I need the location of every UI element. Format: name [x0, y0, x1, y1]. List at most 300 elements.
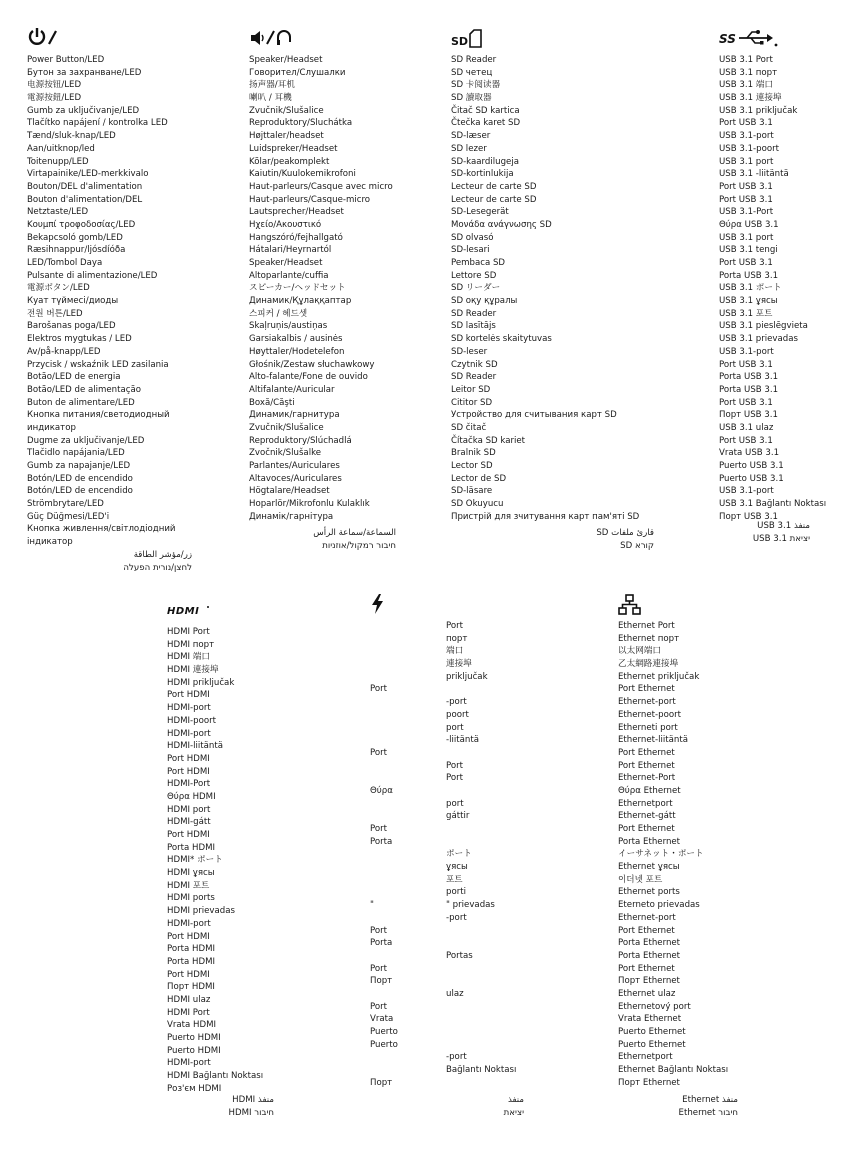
ethernet-label: Port Ethernet: [618, 963, 675, 974]
power-port-label: [370, 709, 398, 722]
generic-port-label: Port: [446, 773, 464, 784]
power-label: Tlačítko napájení / kontrolka LED: [27, 118, 168, 129]
power-label: Dugme za uključivanje/LED: [27, 435, 145, 446]
speaker-column: [249, 28, 393, 523]
hdmi-label: HDMI 포트: [167, 880, 210, 891]
sd-label: SD リーダー: [451, 283, 501, 294]
sd-label: Lector SD: [451, 461, 493, 471]
power-port-label: Port: [370, 684, 388, 695]
ethernet-label: Ethernetový port: [618, 1001, 691, 1012]
hdmi-label: HDMI 端口: [167, 652, 210, 663]
generic-port-label-arabic: منفذ: [507, 1095, 524, 1105]
sd-label: SD lezer: [451, 143, 487, 154]
usb-label: USB 3.1 ポート: [719, 283, 782, 294]
speaker-label-hebrew: חיבור רמקול/אוזניות: [322, 540, 396, 551]
generic-port-label: [446, 683, 516, 696]
hdmi-rtl-block: [200, 1094, 274, 1119]
hdmi-label: HDMI-gátt: [167, 817, 211, 828]
sd-label: SD 讀取器: [451, 93, 492, 104]
power-label: Ræsihnappur/ljósdíóða: [27, 245, 126, 256]
generic-port-label: ポート: [446, 849, 472, 860]
ethernet-label: Ethernet-poort: [618, 709, 681, 720]
hdmi-label: Θύρα HDMI: [167, 791, 216, 802]
hdmi-logo-icon: [167, 604, 263, 618]
hdmi-label-hebrew: חיבור HDMI: [228, 1107, 274, 1118]
generic-port-label: gáttir: [446, 811, 470, 822]
generic-port-label: Bağlantı Noktası: [446, 1065, 517, 1076]
sd-rtl-block: [520, 527, 654, 552]
usb-label: Port USB 3.1: [719, 359, 773, 370]
generic-port-label: порт: [446, 633, 468, 644]
power-port-label: Port: [370, 925, 388, 936]
generic-port-label: Portas: [446, 950, 473, 961]
power-port-label: Vrata: [370, 1014, 394, 1025]
speaker-label-arabic: السماعة/سماعة الرأس: [313, 528, 396, 538]
power-port-label: Porta: [370, 938, 393, 949]
hdmi-label: Роз'єм HDMI: [167, 1083, 222, 1094]
hdmi-label: Port HDMI: [167, 753, 210, 764]
power-column: [27, 28, 176, 549]
speaker-label: Garsiakalbis / ausinės: [249, 334, 343, 345]
usb-column: [719, 28, 826, 523]
usb-label: Puerto USB 3.1: [719, 461, 784, 471]
power-label: Gumb za uključivanje/LED: [27, 105, 140, 116]
speaker-label: Hoparlör/Mikrofonlu Kulaklık: [249, 499, 370, 510]
hdmi-label: HDMI 連接埠: [167, 665, 219, 676]
hdmi-label: HDMI-port: [167, 703, 211, 714]
power-label: Elektros mygtukas / LED: [27, 334, 132, 345]
hdmi-label: Vrata HDMI: [167, 1020, 217, 1031]
ethernet-label-list: [618, 620, 728, 1089]
usb-label: Port USB 3.1: [719, 435, 773, 446]
ethernet-label: Port Ethernet: [618, 925, 675, 936]
hdmi-label-arabic: منفذ HDMI: [232, 1095, 274, 1105]
speaker-label: Luidspreker/Headset: [249, 143, 338, 154]
hdmi-label: HDMI Port: [167, 1007, 210, 1018]
generic-port-label: Port: [446, 621, 464, 631]
sd-label: SD kortelės skaitytuvas: [451, 334, 552, 345]
ethernet-label: Porta Ethernet: [618, 836, 681, 847]
ethernet-label: Port Ethernet: [618, 684, 675, 695]
generic-port-label: poort: [446, 709, 469, 720]
usb-label: Vrata USB 3.1: [719, 448, 780, 459]
sd-label: Lecteur de carte SD: [451, 181, 537, 192]
power-port-label: Порт: [370, 976, 393, 987]
power-port-label: [370, 848, 398, 861]
speaker-label: Haut-parleurs/Casque avec micro: [249, 181, 393, 192]
usb-label: Porta USB 3.1: [719, 384, 779, 395]
power-label: Куат түймесі/диоды: [27, 296, 119, 307]
power-port-label: [370, 760, 398, 773]
usb-label: Port USB 3.1: [719, 194, 773, 205]
hdmi-label: Porta HDMI: [167, 842, 216, 853]
power-port-label: [370, 988, 398, 1001]
ethernet-label: Ethernet-Port: [618, 773, 676, 784]
sd-label-list: [451, 54, 639, 523]
ethernet-label: Θύρα Ethernet: [618, 785, 681, 796]
usb-label: USB 3.1 連接埠: [719, 93, 782, 104]
speaker-label: Boxă/Căşti: [249, 397, 295, 408]
generic-port-column: [446, 620, 516, 1089]
power-label: Кнопка питания/светодиодный: [27, 410, 170, 421]
power-label: Netztaste/LED: [27, 207, 89, 218]
power-label: Botón/LED de encendido: [27, 486, 133, 497]
power-label: Virtapainike/LED-merkkivalo: [27, 169, 149, 180]
usb-label: Порт USB 3.1: [719, 410, 778, 421]
power-port-label: [370, 861, 398, 874]
power-label: Bouton/DEL d'alimentation: [27, 181, 143, 192]
sd-label: SD-kaardilugeja: [451, 156, 519, 167]
generic-port-label: 端口: [446, 646, 464, 657]
usb-label: USB 3.1 tengi: [719, 245, 778, 256]
usb-label: USB 3.1 port: [719, 232, 774, 243]
power-label: LED/Tombol Daya: [27, 258, 103, 268]
sd-label-hebrew: קורא SD: [620, 540, 654, 551]
power-label: Tlačidlo napájania/LED: [27, 448, 125, 459]
speaker-label: Högtalare/Headset: [249, 486, 330, 497]
svg-text:SS: SS: [719, 32, 736, 46]
hdmi-label: HDMI* ポート: [167, 855, 223, 866]
power-port-label: [370, 620, 398, 633]
usb-label: USB 3.1 port: [719, 156, 774, 167]
hdmi-label: Port HDMI: [167, 766, 210, 777]
power-port-label: [370, 645, 398, 658]
power-rtl-block: [60, 549, 192, 574]
speaker-label: Reproduktory/Slúchadlá: [249, 435, 352, 446]
generic-port-label: [446, 925, 516, 938]
sd-card-icon: [451, 28, 639, 50]
generic-port-label: ulaz: [446, 988, 464, 999]
power-port-column: [370, 594, 398, 1089]
sd-label: SD-leser: [451, 346, 488, 357]
usb-label: USB 3.1-Port: [719, 207, 774, 218]
hdmi-label: HDMI Bağlantı Noktası: [167, 1071, 264, 1082]
power-port-label: [370, 1051, 398, 1064]
generic-port-label: [446, 823, 516, 836]
ethernet-label: Port Ethernet: [618, 824, 675, 834]
hdmi-logo-text: HDMI: [167, 606, 200, 616]
sd-column: [451, 28, 639, 523]
ethernet-label: Ethernet-gátt: [618, 811, 676, 822]
usb-label: Porta USB 3.1: [719, 270, 779, 281]
power-label: Кнопка живлення/світлодіодний: [27, 524, 176, 535]
ethernet-column: [618, 594, 728, 1089]
generic-port-label: port: [446, 798, 464, 809]
hdmi-label: HDMI ұясы: [167, 868, 215, 879]
power-label-list: [27, 54, 176, 549]
power-label: 电源按钮/LED: [27, 80, 82, 91]
sd-label: SD-læser: [451, 131, 491, 142]
ethernet-label: Ethernet Port: [618, 621, 675, 631]
power-label: Tænd/sluk-knap/LED: [27, 131, 116, 142]
power-port-label: [370, 772, 398, 785]
hdmi-label: HDMI prievadas: [167, 906, 235, 917]
power-label: Botão/LED de alimentação: [27, 384, 142, 395]
usb-superspeed-icon: [719, 28, 826, 50]
speaker-label: Hátalari/Heyrnartól: [249, 245, 332, 256]
speaker-label: Altifalante/Auricular: [249, 384, 335, 395]
power-label: Güç Düğmesi/LED'i: [27, 511, 110, 522]
power-port-label: Θύρα: [370, 785, 393, 796]
sd-label: SD 卡阅读器: [451, 80, 501, 91]
hdmi-label: Port HDMI: [167, 690, 210, 701]
hdmi-label: HDMI порт: [167, 639, 215, 650]
usb-label-hebrew: USB 3.1 יציאת: [752, 533, 810, 544]
sd-label-arabic: قارئ ملفات SD: [596, 528, 654, 538]
sd-label: Čtečka karet SD: [451, 118, 521, 129]
power-label: Barošanas poga/LED: [27, 321, 116, 332]
generic-port-label: port: [446, 722, 464, 733]
sd-label: Bralnik SD: [451, 448, 496, 459]
ethernet-label: Ethernet ulaz: [618, 988, 676, 999]
power-label: Botón/LED de encendido: [27, 473, 133, 484]
power-label: Toitenupp/LED: [27, 156, 89, 167]
sd-label: Cititor SD: [451, 397, 493, 408]
usb-label: USB 3.1 ұясы: [719, 296, 778, 307]
generic-port-label: [446, 836, 516, 849]
speaker-label: Lautsprecher/Headset: [249, 207, 344, 218]
ethernet-label: Порт Ethernet: [618, 976, 680, 987]
ethernet-label: Port Ethernet: [618, 747, 675, 758]
usb-label: Port USB 3.1: [719, 397, 773, 408]
speaker-label: Høyttaler/Hodetelefon: [249, 346, 345, 357]
ethernet-label: Eterneto prievadas: [618, 900, 700, 911]
sd-label: SD Reader: [451, 372, 497, 383]
generic-port-label: [446, 937, 516, 950]
sd-label: Czytnik SD: [451, 359, 498, 370]
sd-label: SD четец: [451, 67, 493, 78]
hdmi-label-list: [167, 626, 263, 1095]
speaker-label: Zvučnik/Slušalice: [249, 422, 324, 433]
ethernet-label: Ethernet ұясы: [618, 862, 680, 873]
power-label: Aan/uitknop/led: [27, 143, 95, 154]
power-port-label: Porta: [370, 836, 393, 847]
hdmi-label: HDMI port: [167, 804, 211, 815]
ethernet-label: Ethernet порт: [618, 633, 680, 644]
hdmi-label: HDMI priključak: [167, 677, 235, 688]
sd-label: Μονάδα ανάγνωσης SD: [451, 219, 552, 230]
speaker-label: スピーカー/ヘッドセット: [249, 283, 346, 294]
sd-label: SD Reader: [451, 55, 497, 65]
generic-port-label: 포트: [446, 874, 463, 885]
speaker-label: Højttaler/headset: [249, 131, 324, 142]
ethernet-label: Porta Ethernet: [618, 938, 681, 949]
speaker-label: Altavoces/Auriculares: [249, 473, 342, 484]
usb-rtl-block: [730, 520, 810, 545]
power-label: 電源ボタン/LED: [27, 283, 90, 294]
usb-label: USB 3.1-port: [719, 346, 774, 357]
ethernet-label: 以太网端口: [618, 646, 661, 657]
usb-label: USB 3.1 ulaz: [719, 422, 774, 433]
generic-port-label: [446, 1039, 516, 1052]
ethernet-label: Ethernet-port: [618, 912, 676, 923]
generic-port-label-hebrew: יציאת: [503, 1107, 524, 1118]
power-port-label: Port: [370, 1001, 388, 1012]
power-port-label: [370, 671, 398, 684]
power-port-label: Port: [370, 963, 388, 974]
hdmi-label: Porta HDMI: [167, 956, 216, 967]
usb-label-list: [719, 54, 826, 523]
power-port-label: [370, 798, 398, 811]
usb-label: USB 3.1 端口: [719, 80, 773, 91]
ethernet-label: Puerto Ethernet: [618, 1027, 686, 1037]
power-label: Бутон за захранване/LED: [27, 67, 142, 78]
hdmi-label: Port HDMI: [167, 969, 210, 980]
usb-label: Θύρα USB 3.1: [719, 219, 779, 230]
power-label: Botão/LED de energia: [27, 372, 121, 383]
generic-port-label: [446, 785, 516, 798]
power-label: Bouton d'alimentation/DEL: [27, 194, 143, 205]
ethernet-label-hebrew: חיבור Ethernet: [678, 1107, 738, 1118]
usb-label: USB 3.1 pieslēgvieta: [719, 321, 808, 332]
generic-port-label: [446, 963, 516, 976]
generic-port-label: [446, 1001, 516, 1014]
speaker-label: 스피커 / 헤드셋: [249, 308, 308, 319]
sd-label: Lector de SD: [451, 473, 507, 484]
speaker-label: Haut-parleurs/Casque-micro: [249, 194, 371, 205]
usb-label: USB 3.1-poort: [719, 143, 780, 154]
lightning-icon: [370, 594, 398, 616]
hdmi-label: Puerto HDMI: [167, 1033, 221, 1043]
usb-label: USB 3.1 Bağlantı Noktası: [719, 499, 827, 510]
usb-label: Port USB 3.1: [719, 118, 773, 129]
speaker-label: Reproduktory/Sluchátka: [249, 118, 353, 129]
speaker-label: Kaiutin/Kuulokemikrofoni: [249, 169, 356, 180]
usb-label: USB 3.1 Port: [719, 55, 773, 65]
power-label: индикатор: [27, 422, 76, 433]
power-port-label: Port: [370, 747, 388, 758]
power-label: Buton de alimentare/LED: [27, 397, 135, 408]
hdmi-label: Port HDMI: [167, 931, 210, 942]
ethernet-label: Vrata Ethernet: [618, 1014, 682, 1025]
usb-label: USB 3.1 priključak: [719, 105, 798, 116]
generic-port-rtl-block: [470, 1094, 524, 1119]
hdmi-column: [167, 600, 263, 1095]
speaker-label: Ηχείο/Ακουστικό: [249, 219, 322, 230]
sd-label: Čítačka SD kariet: [451, 435, 526, 446]
sd-label: SD Reader: [451, 308, 497, 319]
generic-port-label: priključak: [446, 671, 488, 682]
sd-label: Čitač SD kartica: [451, 105, 520, 116]
hdmi-label: Puerto HDMI: [167, 1045, 221, 1056]
power-port-label: Порт: [370, 1077, 393, 1088]
generic-port-label: -liitäntä: [446, 735, 479, 746]
hdmi-label: HDMI-port: [167, 728, 211, 739]
sd-label: Пристрій для зчитування карт пам'яті SD: [451, 511, 640, 522]
usb-label: Port USB 3.1: [719, 181, 773, 192]
usb-label: Puerto USB 3.1: [719, 473, 784, 484]
power-port-label: [370, 810, 398, 823]
power-port-label: [370, 1064, 398, 1077]
usb-label: USB 3.1 포트: [719, 308, 773, 319]
generic-port-label: [446, 747, 516, 760]
usb-label: USB 3.1-port: [719, 486, 774, 497]
ethernet-label: Ethernet-port: [618, 697, 676, 708]
hdmi-label: HDMI-port: [167, 918, 211, 929]
sd-label: SD olvasó: [451, 232, 494, 243]
power-label: індикатор: [27, 537, 73, 548]
speaker-label-list: [249, 54, 393, 523]
power-port-label: Port: [370, 824, 388, 834]
ethernet-label: Ethernet-liitäntä: [618, 735, 689, 746]
power-label-hebrew: לחצן/נורית הפעלה: [123, 562, 192, 573]
power-port-label: ": [370, 900, 374, 911]
generic-port-label: [446, 1026, 516, 1039]
power-label: Power Button/LED: [27, 55, 105, 65]
power-port-label: [370, 633, 398, 646]
usb-label: Port USB 3.1: [719, 258, 773, 268]
sd-label: SD-lesari: [451, 245, 490, 256]
speaker-label: 扬声器/耳机: [249, 80, 295, 91]
ethernet-label: 乙太網路連接埠: [618, 659, 679, 670]
power-port-label-list: [370, 620, 398, 1089]
power-port-label: [370, 912, 398, 925]
power-port-label: [370, 658, 398, 671]
power-port-label: [370, 874, 398, 887]
power-port-label: Puerto: [370, 1027, 398, 1037]
speaker-label: Skaļruņis/austiņas: [249, 321, 328, 332]
sd-label: Leitor SD: [451, 384, 491, 395]
generic-port-label: 連接埠: [446, 659, 472, 670]
sd-label: SD lasītājs: [451, 321, 496, 332]
ethernet-label: イーサネット・ポート: [618, 849, 704, 860]
hdmi-label: HDMI-Port: [167, 779, 211, 790]
speaker-label: Zvočnik/Slušalke: [249, 448, 322, 459]
ethernet-label: Ethernet priključak: [618, 671, 700, 682]
speaker-rtl-block: [270, 527, 396, 552]
speaker-label: Hangszóró/fejhallgató: [249, 232, 343, 243]
usb-label: USB 3.1 порт: [719, 67, 778, 78]
generic-port-label: Port: [446, 760, 464, 771]
speaker-label: Динамік/гарнітура: [249, 511, 334, 522]
power-port-label: [370, 886, 398, 899]
power-label: Av/på-knapp/LED: [27, 346, 101, 357]
speaker-label: Kõlar/peakomplekt: [249, 156, 330, 167]
hdmi-label: Port HDMI: [167, 830, 210, 840]
power-label: Strömbrytare/LED: [27, 499, 104, 510]
generic-port-label: ұясы: [446, 862, 468, 873]
hdmi-label: Порт HDMI: [167, 982, 215, 993]
hdmi-label: HDMI-poort: [167, 715, 217, 726]
hdmi-label: Porta HDMI: [167, 944, 216, 955]
hdmi-label: HDMI ports: [167, 893, 215, 904]
hdmi-label: HDMI-port: [167, 1058, 211, 1069]
power-label: Przycisk / wskaźnik LED zasilania: [27, 359, 169, 370]
ethernet-label-arabic: منفذ Ethernet: [682, 1095, 738, 1105]
sd-label: SD оқу құралы: [451, 296, 518, 307]
ethernet-label: Ethernet Bağlantı Noktası: [618, 1065, 729, 1076]
sd-label: SD-kortinlukija: [451, 169, 514, 180]
ethernet-label: Ethernetport: [618, 798, 673, 809]
power-label: Κουμπί τροφοδοσίας/LED: [27, 219, 136, 230]
generic-port-label: -port: [446, 912, 467, 923]
usb-label: USB 3.1-port: [719, 131, 774, 142]
ethernet-network-icon: [618, 594, 728, 616]
usb-label: USB 3.1 -liitäntä: [719, 169, 789, 180]
power-led-icon: [27, 28, 176, 50]
hdmi-label: HDMI ulaz: [167, 994, 211, 1005]
speaker-label: Говорител/Слушалки: [249, 67, 346, 78]
speaker-label: Głośnik/Zestaw słuchawkowy: [249, 359, 375, 370]
usb-label: Porta USB 3.1: [719, 372, 779, 383]
speaker-label: Динамик/гарнитура: [249, 410, 340, 421]
sd-label: SD Okuyucu: [451, 499, 504, 510]
ethernet-label: 이더넷 포트: [618, 874, 663, 885]
ethernet-label: Ethernet ports: [618, 887, 680, 898]
usb-label: USB 3.1 prievadas: [719, 334, 798, 345]
generic-port-label: [446, 1077, 516, 1090]
generic-port-label: -port: [446, 1052, 467, 1063]
